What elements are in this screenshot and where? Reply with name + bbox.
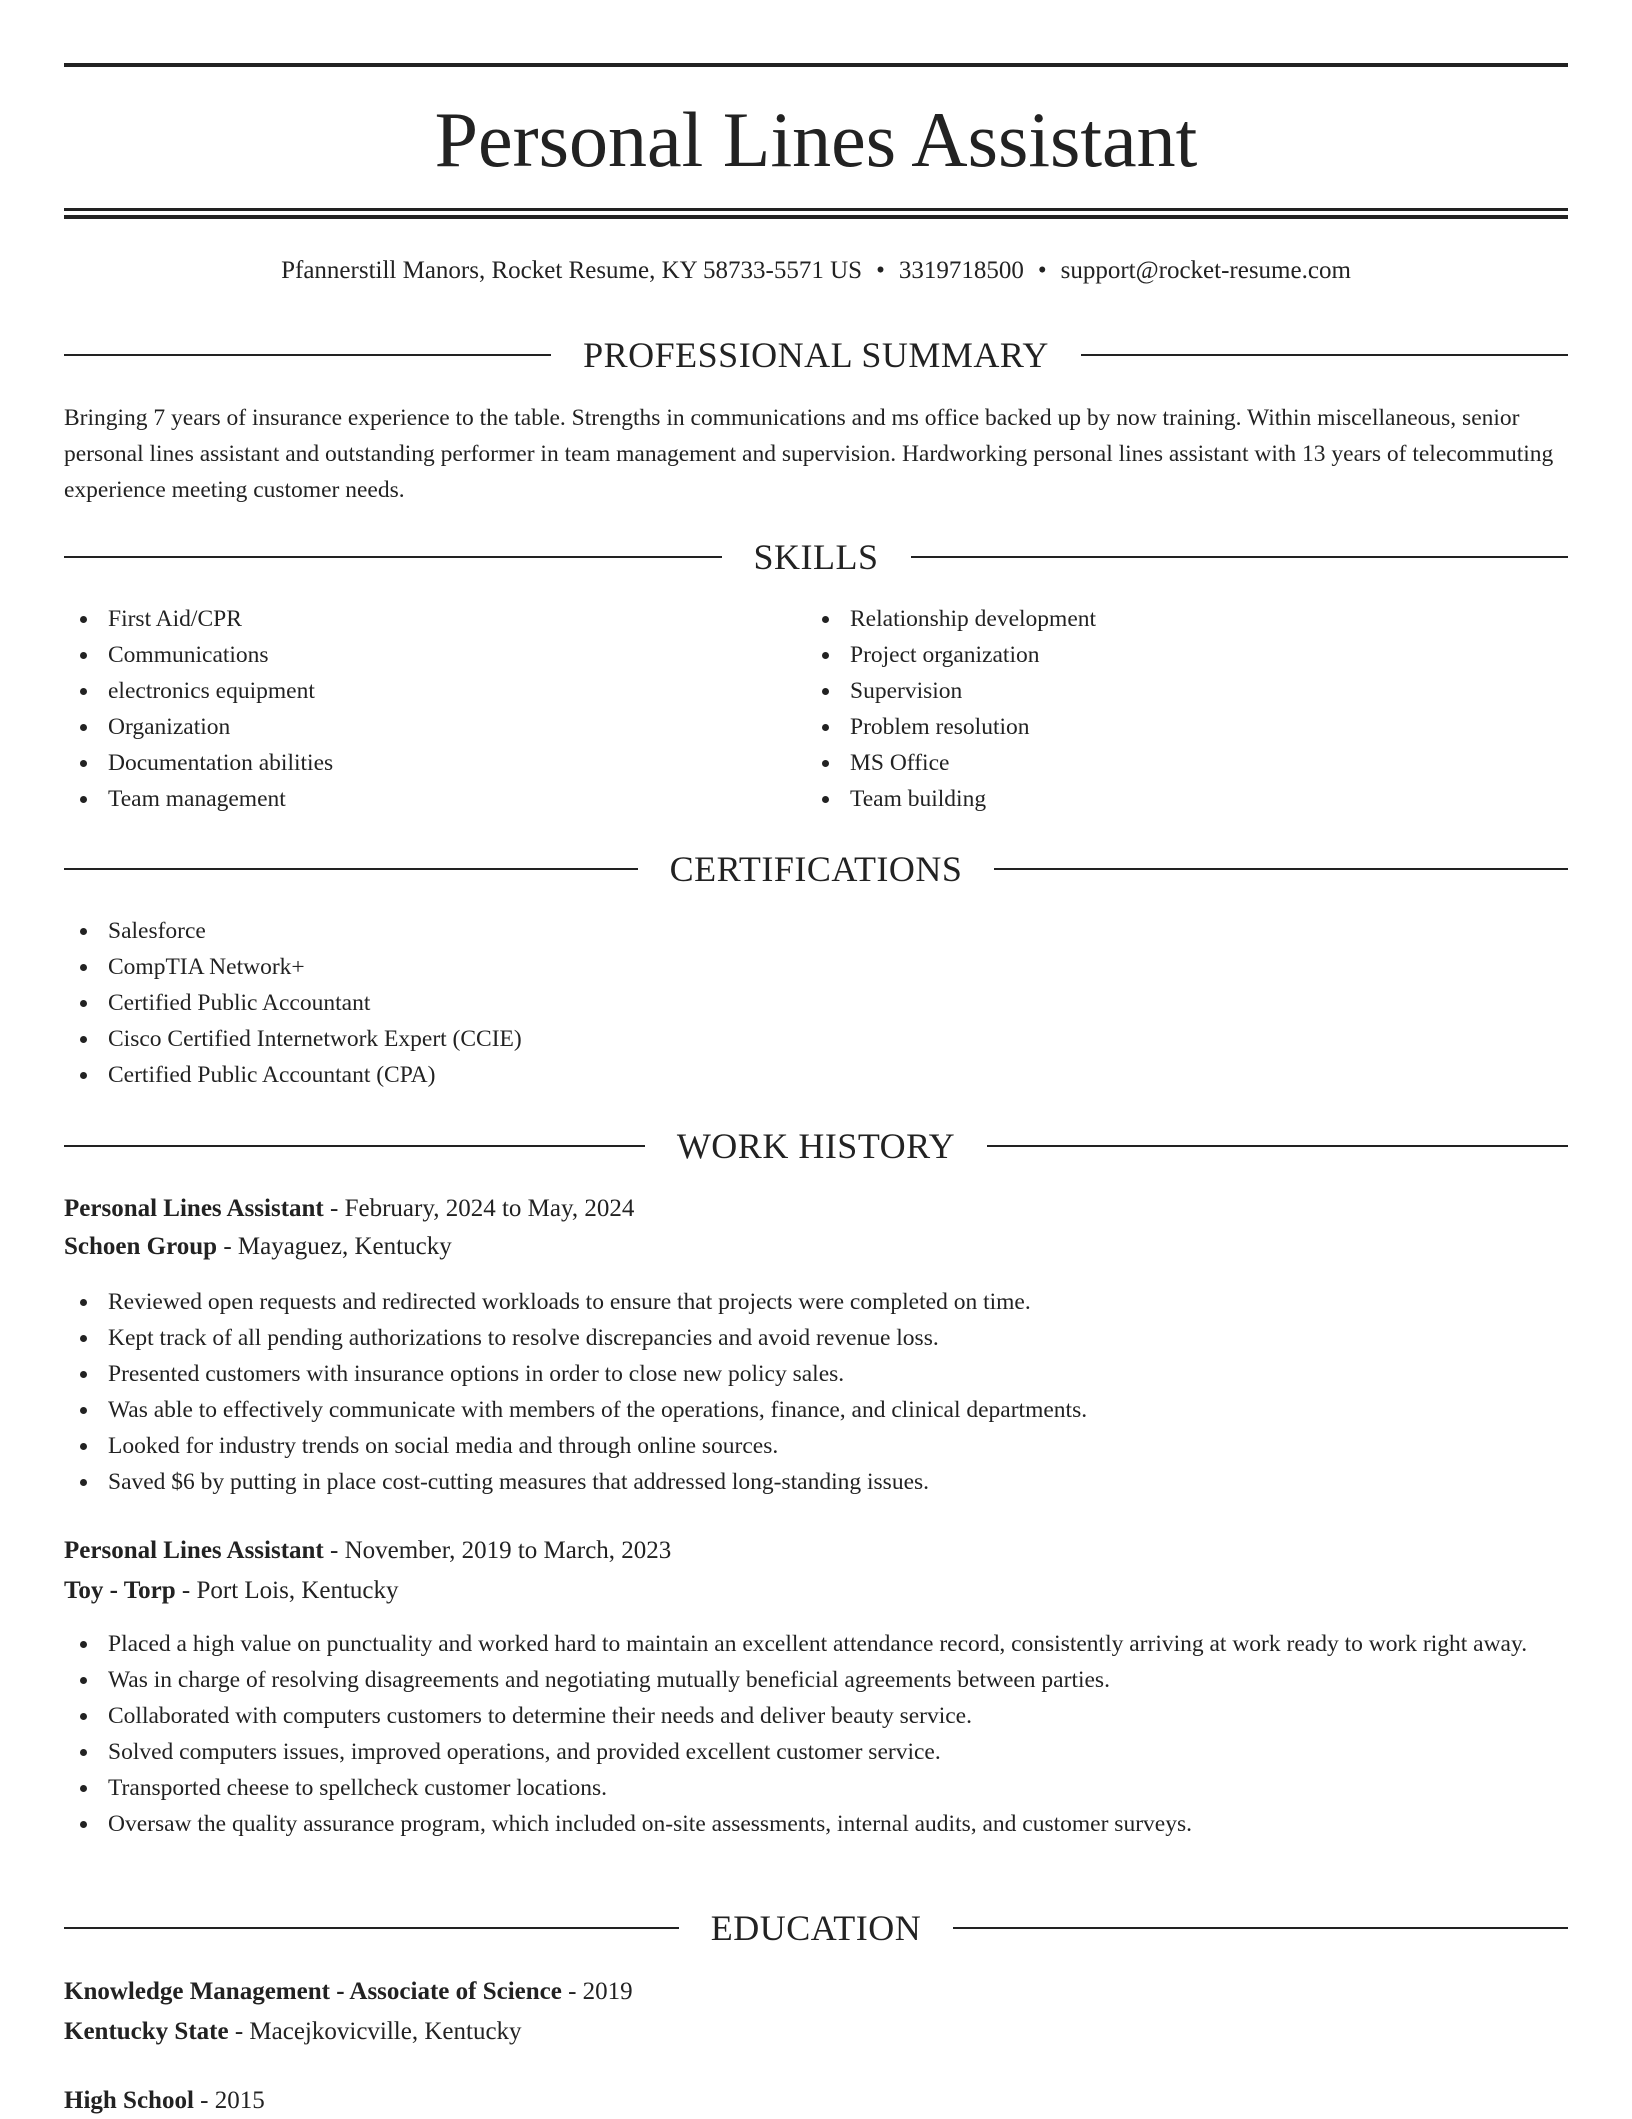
skill-item: First Aid/CPR <box>108 601 808 637</box>
skills-list-left <box>64 601 808 817</box>
job-title: Personal Lines Assistant <box>64 1537 324 1564</box>
section-rule <box>64 868 638 870</box>
section-rule <box>64 354 551 356</box>
job-title-line <box>64 1191 634 1227</box>
job-bullet: Transported cheese to spellcheck customer locations. <box>108 1770 1608 1806</box>
certification-item: Certified Public Accountant (CPA) <box>108 1057 1608 1093</box>
section-rule <box>987 1145 1568 1147</box>
job-bullet: Saved $6 by putting in place cost-cutting measures that addressed long-standing issues. <box>108 1464 1608 1500</box>
job-bullets <box>64 1284 1608 1500</box>
skill-item: Supervision <box>850 673 1550 709</box>
section-rule <box>64 1145 645 1147</box>
header-top-rule <box>64 63 1568 67</box>
contact-separator: • <box>1037 257 1047 284</box>
job-bullet: Solved computers issues, improved operations, and provided excellent customer service. <box>108 1734 1608 1770</box>
certification-item: Certified Public Accountant <box>108 985 1608 1021</box>
section-header-work-history <box>64 1124 1568 1168</box>
job-bullet: Placed a high value on punctuality and worked hard to maintain an excellent attendance record, consistently arriving at work ready to work right away. <box>108 1626 1608 1662</box>
job-bullet: Was able to effectively communicate with members of the operations, finance, and clinical departments. <box>108 1392 1608 1428</box>
contact-separator: • <box>876 257 885 284</box>
certification-item: CompTIA Network+ <box>108 949 1608 985</box>
section-title-skills: SKILLS <box>753 537 879 577</box>
job-title: Personal Lines Assistant <box>64 1195 324 1222</box>
skill-item: Communications <box>108 637 808 673</box>
job-bullets <box>64 1626 1608 1842</box>
section-rule <box>911 556 1569 558</box>
section-title-education: EDUCATION <box>710 1908 922 1948</box>
resume-name: Personal Lines Assistant <box>434 96 1198 183</box>
job-bullet: Collaborated with computers customers to determine their needs and deliver beauty service. <box>108 1698 1608 1734</box>
section-header-education <box>64 1906 1568 1950</box>
job-company-line <box>64 1229 452 1265</box>
job-company-line <box>64 1573 399 1609</box>
education-degree-line <box>64 2083 265 2119</box>
job-bullet: Reviewed open requests and redirected workloads to ensure that projects were completed on time. <box>108 1284 1608 1320</box>
skill-item: Problem resolution <box>850 709 1550 745</box>
skills-list-right <box>806 601 1550 817</box>
education-degree: Knowledge Management - Associate of Science <box>64 1978 562 2005</box>
section-rule <box>64 556 722 558</box>
education-year: - 2015 <box>193 2087 265 2114</box>
section-header-summary <box>64 333 1568 377</box>
skill-item: Relationship development <box>850 601 1550 637</box>
job-bullet: Presented customers with insurance options in order to close new policy sales. <box>108 1356 1608 1392</box>
section-rule <box>64 1927 679 1929</box>
certification-item: Cisco Certified Internetwork Expert (CCIE) <box>108 1021 1608 1057</box>
contact-email[interactable]: support@rocket-resume.com <box>1060 257 1351 284</box>
section-rule <box>994 868 1568 870</box>
contact-line <box>64 254 1568 288</box>
certification-item: Salesforce <box>108 913 1608 949</box>
skill-item: MS Office <box>850 745 1550 781</box>
section-title-work-history: WORK HISTORY <box>676 1126 956 1166</box>
contact-phone[interactable]: 3319718500 <box>898 257 1024 284</box>
skill-item: Team management <box>108 781 808 817</box>
education-school: Kentucky State <box>64 2018 229 2045</box>
section-title-summary: PROFESSIONAL SUMMARY <box>583 335 1049 375</box>
skill-item: electronics equipment <box>108 673 808 709</box>
education-degree-line <box>64 1974 633 2010</box>
job-bullet: Kept track of all pending authorizations to resolve discrepancies and avoid revenue loss. <box>108 1320 1608 1356</box>
skill-item: Documentation abilities <box>108 745 808 781</box>
section-rule <box>1081 354 1568 356</box>
certifications-list <box>64 913 1608 1093</box>
job-bullet: Oversaw the quality assurance program, which included on-site assessments, internal audits, and customer surveys. <box>108 1806 1608 1842</box>
section-header-certifications <box>64 847 1568 891</box>
job-dates: - February, 2024 to May, 2024 <box>323 1195 635 1222</box>
section-rule <box>953 1927 1568 1929</box>
education-year: - 2019 <box>561 1978 633 2005</box>
job-company: Schoen Group <box>64 1233 218 1260</box>
job-company: Toy - Torp <box>64 1577 176 1604</box>
education-school-line <box>64 2014 522 2050</box>
job-location: - Mayaguez, Kentucky <box>217 1233 452 1260</box>
contact-address: Pfannerstill Manors, Rocket Resume, KY 58733-5571 US <box>281 257 863 284</box>
education-degree: High School <box>64 2087 194 2114</box>
skill-item: Team building <box>850 781 1550 817</box>
education-location: - Macejkovicville, Kentucky <box>228 2018 522 2045</box>
job-location: - Port Lois, Kentucky <box>175 1577 399 1604</box>
skill-item: Organization <box>108 709 808 745</box>
job-bullet: Was in charge of resolving disagreements and negotiating mutually beneficial agreements between parties. <box>108 1662 1608 1698</box>
header-double-rule <box>64 208 1568 219</box>
skill-item: Project organization <box>850 637 1550 673</box>
job-title-line <box>64 1533 671 1569</box>
summary-text: Bringing 7 years of insurance experience to the table. Strengths in communications and ms office backed up by now training. Within miscellaneous, senior personal lines assistant and outstanding performer in team management and supervision. Hardworking personal lines assistant with 13 years of telecommuting experience meeting customer needs. <box>64 405 1554 503</box>
job-bullet: Looked for industry trends on social media and through online sources. <box>108 1428 1608 1464</box>
job-dates: - November, 2019 to March, 2023 <box>323 1537 672 1564</box>
section-title-certifications: CERTIFICATIONS <box>669 849 963 889</box>
section-header-skills <box>64 535 1568 579</box>
